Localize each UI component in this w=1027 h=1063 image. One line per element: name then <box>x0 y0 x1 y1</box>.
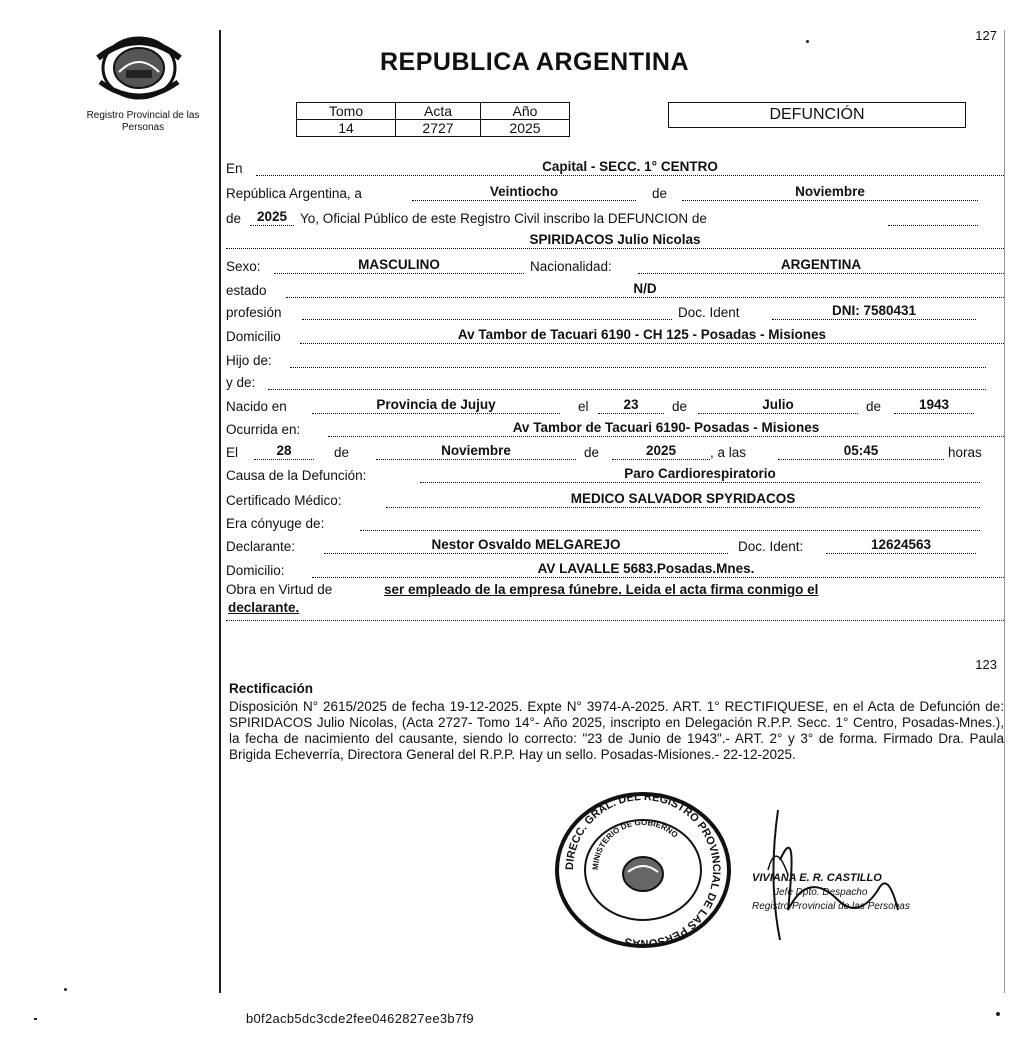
signature-block <box>748 800 968 950</box>
row-inscribe <box>226 206 1004 228</box>
label-nacionalidad: Nacionalidad: <box>530 259 612 274</box>
value-declarante-doc: 12624563 <box>870 537 932 552</box>
label-declarante: Declarante: <box>226 539 296 554</box>
value-death-year: 2025 <box>645 443 677 458</box>
seal-outer-text: DIRECC. GRAL. DEL REGISTRO PROVINCIAL DE LAS PERSONAS <box>563 790 723 950</box>
label-en: En <box>226 161 243 176</box>
value-birth-year: 1943 <box>918 397 950 412</box>
ref-header-ano: Año <box>481 103 570 120</box>
label-causa: Causa de la Defunción: <box>226 468 367 483</box>
row-profesion <box>226 300 1004 322</box>
row-en <box>226 156 1004 178</box>
row-declarante <box>226 534 1004 556</box>
value-certificado: MEDICO SALVADOR SPYRIDACOS <box>570 491 796 506</box>
ref-header-acta: Acta <box>396 103 481 120</box>
speckle <box>64 988 67 991</box>
label-profesion: profesión <box>226 305 282 320</box>
signature-name: VIVIANA E. R. CASTILLO <box>752 872 882 884</box>
row-date <box>226 181 1004 203</box>
row-ocurrida <box>226 417 1004 439</box>
rectificacion-title: Rectificación <box>229 681 314 696</box>
value-en: Capital - SECC. 1° CENTRO <box>542 159 718 174</box>
row-estado <box>226 278 1004 300</box>
seal-inner-text: MINISTERIO DE GOBIERNO <box>590 817 680 871</box>
label-republica: República Argentina, a <box>226 186 362 201</box>
value-year: 2025 <box>256 209 288 224</box>
label-horas: horas <box>948 445 982 460</box>
label-domicilio: Domicilio <box>226 329 281 344</box>
row-nacido <box>226 394 1004 416</box>
document-hash: b0f2acb5dc3cde2fee0462827ee3b7f9 <box>246 1011 474 1026</box>
label-nacido: Nacido en <box>226 399 287 414</box>
value-sexo: MASCULINO <box>358 257 440 272</box>
value-death-month: Noviembre <box>441 443 511 458</box>
value-causa: Paro Cardiorespiratorio <box>624 466 776 481</box>
signature-org: Registro Provincial de las Personas <box>752 901 910 912</box>
label-conyuge: Era cónyuge de: <box>226 516 325 531</box>
label-ocurrida: Ocurrida en: <box>226 422 301 437</box>
row-domicilio2 <box>226 558 1004 580</box>
value-declarante: Nestor Osvaldo MELGAREJO <box>431 537 621 552</box>
label-hijo: Hijo de: <box>226 353 272 368</box>
label-certificado: Certificado Médico: <box>226 493 342 508</box>
label-birth-de1: de <box>672 399 688 414</box>
value-death-day: 28 <box>276 443 292 458</box>
province-logo-icon <box>94 32 184 104</box>
row-conyuge <box>226 511 1004 533</box>
label-el: el <box>578 399 589 414</box>
official-seal-icon <box>548 790 738 950</box>
page-number-mid: 123 <box>975 657 997 672</box>
row-yde <box>226 370 1004 392</box>
label-domicilio2: Domicilio: <box>226 563 285 578</box>
registry-label: Registro Provincial de las Personas <box>86 110 200 133</box>
ref-value-acta: 2727 <box>396 120 481 137</box>
label-year-prefix: de <box>226 211 242 226</box>
label-a-las: , a las <box>710 445 747 460</box>
row-sexo <box>226 254 1004 276</box>
label-estado: estado <box>226 283 267 298</box>
record-type-box: DEFUNCIÓN <box>668 102 966 128</box>
right-margin-line <box>1004 30 1005 993</box>
label-obra: Obra en Virtud de <box>226 582 333 597</box>
speckle <box>34 1018 37 1020</box>
value-obra-2: declarante. <box>228 600 300 615</box>
value-birth-day: 23 <box>623 397 639 412</box>
value-month-text: Noviembre <box>795 184 865 199</box>
label-doc-ident: Doc. Ident <box>678 305 740 320</box>
document-title: REPUBLICA ARGENTINA <box>380 48 690 76</box>
ref-header-tomo: Tomo <box>297 103 396 120</box>
value-doc-ident: DNI: 7580431 <box>831 303 917 318</box>
value-ocurrida: Av Tambor de Tacuari 6190- Posadas - Misiones <box>512 420 820 435</box>
row-deceased-name <box>226 229 1004 251</box>
row-domicilio <box>226 324 1004 346</box>
value-deceased-name: SPIRIDACOS Julio Nicolas <box>529 232 701 247</box>
label-death-de2: de <box>584 445 600 460</box>
label-yde: y de: <box>226 375 256 390</box>
speckle <box>996 1012 1000 1016</box>
label-declarante-doc: Doc. Ident: <box>738 539 804 554</box>
signature-role: Jefe Dpto. Despacho <box>774 887 868 898</box>
rectificacion-body: Disposición N° 2615/2025 de fecha 19-12-2025. Expte N° 3974-A-2025. ART. 1° RECTIFIQUESE, en el Acta de Defunción de: SPIRIDACOS Julio Nicolas, (Acta 2727- Tomo 14°- Año 2025, inscripto en Delegación R.P.P. Secc. 1° Centro, Posadas-Mnes.), la fecha de nacimiento del causante, siendo lo correcto: "23 de Junio de 1943".- ART. 2° y 3° de forma. Firmado Dra. Paula Brigida Echeverría, Directora General del R.P.P. Hay un sello. Posadas-Misiones.- 22-12-2025. <box>229 699 1004 762</box>
reference-table <box>296 102 570 137</box>
row-obra <box>226 580 1004 618</box>
value-domicilio: Av Tambor de Tacuari 6190 - CH 125 - Posadas - Misiones <box>457 327 827 342</box>
value-day-text: Veintiocho <box>489 184 559 199</box>
value-death-time: 05:45 <box>843 443 879 458</box>
value-birth-month: Julio <box>762 397 794 412</box>
label-el2: El <box>226 445 239 460</box>
row-death-date <box>226 440 1004 462</box>
left-margin-line <box>219 30 221 993</box>
row-certificado <box>226 488 1004 510</box>
label-de: de <box>652 186 668 201</box>
section-divider <box>226 620 1004 621</box>
value-nacido: Provincia de Jujuy <box>376 397 496 412</box>
row-hijo <box>226 348 1004 370</box>
row-causa <box>226 463 1004 485</box>
value-nacionalidad: ARGENTINA <box>780 257 862 272</box>
inscribe-text: Yo, Oficial Público de este Registro Civil inscribo la DEFUNCION de <box>300 211 707 226</box>
value-estado: N/D <box>633 281 657 296</box>
label-sexo: Sexo: <box>226 259 261 274</box>
ref-value-tomo: 14 <box>297 120 396 137</box>
label-birth-de2: de <box>866 399 882 414</box>
ref-value-ano: 2025 <box>481 120 570 137</box>
value-obra-1: ser empleado de la empresa fúnebre. Leida el acta firma conmigo el <box>384 582 819 597</box>
speckle <box>806 40 809 43</box>
label-death-de1: de <box>334 445 350 460</box>
value-domicilio2: AV LAVALLE 5683.Posadas.Mnes. <box>537 561 755 576</box>
page-number-top: 127 <box>975 28 997 43</box>
